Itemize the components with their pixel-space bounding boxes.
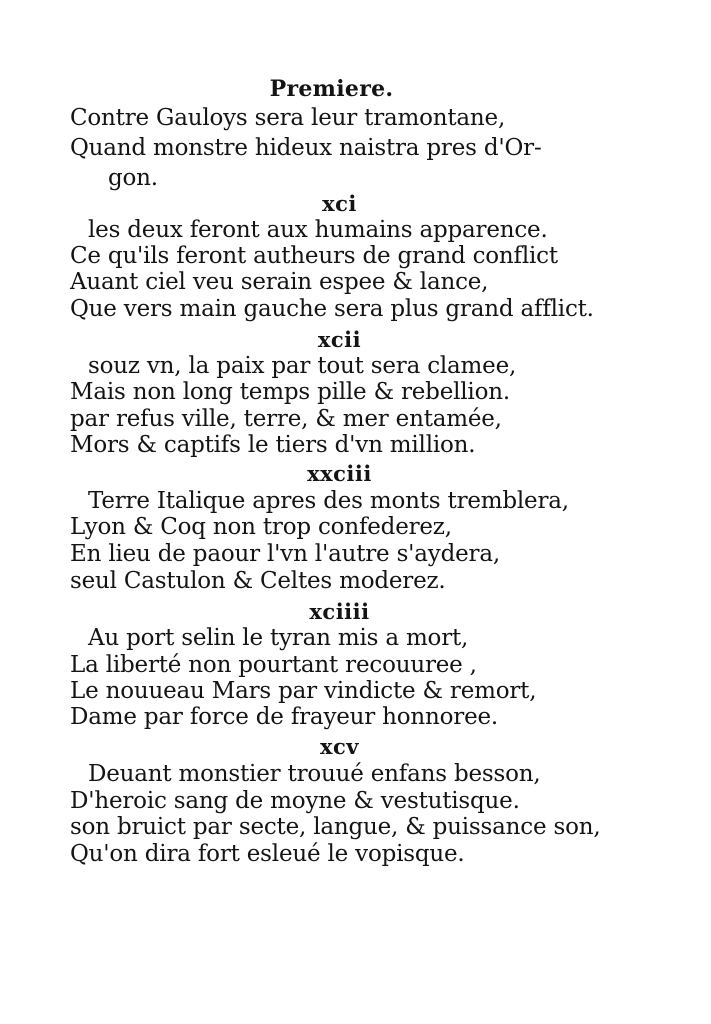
verse-line: souz vn, la paix par tout sera clamee, — [88, 353, 517, 379]
quatrain-numeral: xcv — [319, 734, 359, 759]
quatrain-numeral: xxciii — [307, 461, 372, 486]
verse-line: Mors & captifs le tiers d'vn million. — [70, 432, 476, 458]
verse-line: Terre Italique apres des monts tremblera, — [88, 488, 569, 514]
verse-line: seul Castulon & Celtes moderez. — [70, 568, 446, 594]
verse-line: les deux feront aux humains apparence. — [88, 217, 548, 243]
verse-line: La liberté non pourtant recouuree , — [70, 652, 477, 678]
verse-line: Deuant monstier trouué enfans besson, — [88, 761, 541, 787]
verse-line: Dame par force de frayeur honnoree. — [70, 704, 499, 730]
verse-line: Lyon & Coq non trop confederez, — [70, 514, 452, 540]
verse-line: Mais non long temps pille & rebellion. — [70, 379, 510, 405]
verse-line: Qu'on dira fort esleué le vopisque. — [70, 841, 465, 867]
verse-line: Auant ciel veu serain espee & lance, — [70, 269, 489, 295]
verse-line: par refus ville, terre, & mer entamée, — [70, 406, 502, 432]
verse-line: gon. — [108, 165, 158, 191]
quatrain-numeral: xciiii — [309, 599, 370, 624]
verse-line: son bruict par secte, langue, & puissance son, — [70, 814, 601, 840]
verse-line: Ce qu'ils feront autheurs de grand conflict — [70, 243, 558, 269]
verse-line: Que vers main gauche sera plus grand afflict. — [70, 296, 594, 322]
verse-line: Contre Gauloys sera leur tramontane, — [70, 105, 506, 131]
running-head: Premiere. — [269, 76, 394, 102]
verse-line: Le nouueau Mars par vindicte & remort, — [70, 678, 537, 704]
quatrain-numeral: xcii — [317, 327, 362, 352]
verse-line: D'heroic sang de moyne & vestutisque. — [70, 788, 520, 814]
verse-line: Quand monstre hideux naistra pres d'Or- — [70, 135, 542, 161]
verse-line: En lieu de paour l'vn l'autre s'aydera, — [70, 541, 500, 567]
quatrain-numeral: xci — [322, 191, 357, 216]
verse-line: Au port selin le tyran mis a mort, — [88, 625, 469, 651]
